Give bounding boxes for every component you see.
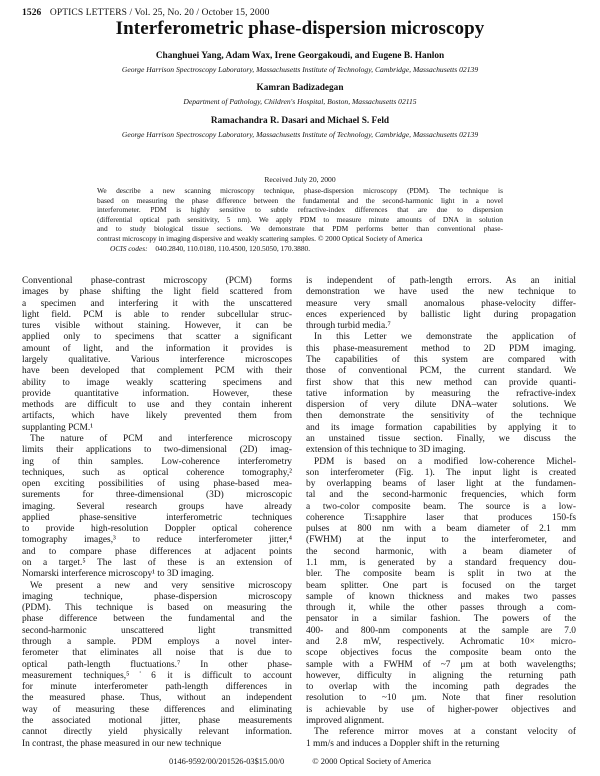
text-line: to overlap with the incoming path degrades the (306, 682, 576, 693)
text-line: sample with a FWHM of ~7 μm at both wavelengths; (306, 659, 576, 670)
text-line: measure very small anomalous phase-velocity differ- (306, 298, 576, 309)
abstract (97, 186, 503, 243)
text-line: In contrast, the phase measured in our new technique (22, 738, 222, 749)
ocis-codes (110, 244, 310, 253)
text-line: beam splitter. One part is focused on the target (306, 580, 576, 591)
text-line: to provide high-resolution Doppler optical coherence (22, 524, 292, 535)
text-line: limits their applications to two-dimensional (2D) imag- (22, 445, 292, 456)
text-line: bler. The composite beam is split in two at the (306, 569, 576, 580)
text-line: open exciting possibilities of using phase-based mea- (22, 479, 292, 490)
text-line: We present a new and very sensitive microscopy (30, 580, 292, 591)
text-line: tures visible without staining. However, it can be (22, 321, 292, 332)
text-line: The reference mirror moves at a constant velocity of (314, 727, 576, 738)
left-column (22, 276, 292, 750)
right-column (306, 276, 576, 750)
text-line: amount of light, and the information it provides is (22, 343, 292, 354)
text-line: son interferometer (Fig. 1). The input light is created (306, 467, 576, 478)
text-line: demonstration we have used the new technique to (306, 287, 576, 298)
text-line: and to compare phase differences at adjacent points (22, 546, 292, 557)
text-line: resolution to ~10 μm. Note that finer resolution (306, 693, 576, 704)
text-line: on a target.⁵ The last of these is an extension of (22, 558, 292, 569)
footer-copyright: © 2000 Optical Society of America (312, 757, 431, 766)
text-line: and its image formation capabilities by applying it to (306, 422, 576, 433)
text-line: is independent of path-length errors. As an initial (306, 276, 576, 286)
text-line: imaging. Several research groups have already (22, 501, 292, 512)
text-line: scope objectives focus the composite beam onto the (306, 648, 576, 659)
text-line: an unstained tissue section. Finally, we discuss the (306, 433, 576, 444)
text-line: sample of known thickness and makes two passes (306, 591, 576, 602)
text-line: the measured phase. Thus, without an independent (22, 693, 292, 704)
text-line: 1.1 mm, is generated by a standard frequency dou- (306, 558, 576, 569)
text-line: first show that this new method can provide quanti- (306, 377, 576, 388)
text-line: measurement techniques,⁵˙6 it is difficult to account (22, 670, 292, 681)
text-line: pulses at 800 nm with a beam diameter of 2.1 mm (306, 524, 576, 535)
text-line: second-harmonic unscattered light transmitted (22, 625, 292, 636)
text-line: through turbid media.⁷ (306, 321, 391, 332)
abstract-line: based on measuring the phase difference between the fundamental and the second-harmonic light in a novel (97, 195, 503, 205)
text-line: a specimen and interfering it with the unscattered (22, 298, 292, 309)
abstract-line: contrast microscopy in imaging dispersive and weakly scattering samples. © 2000 Optical Society of America (97, 233, 423, 243)
text-line: 1 mm/s and induces a Doppler shift in the returning (306, 738, 500, 749)
abstract-line: We describe a new scanning microscopy technique, phase-dispersion microscopy (PDM). The technique is (97, 186, 503, 195)
text-line: for minute interferometer path-length differences in (22, 682, 292, 693)
text-line: coherence Ti:sapphire laser that produces 150-fs (306, 512, 576, 523)
text-line: this phase-measurement method to 2D PDM imaging. (306, 343, 576, 354)
text-line: then demonstrate the sensitivity of the technique (306, 411, 576, 422)
text-line: is achievable by use of higher-power objectives and (306, 704, 576, 715)
ocis-label: OCIS codes: (110, 244, 148, 253)
abstract-line: and to study biological tissue sections. We demonstrate that PDM performs better than conventional phase- (97, 224, 503, 234)
text-line: optical path-length fluctuations.⁷ In other phase- (22, 659, 292, 670)
text-line: largely qualitative. Various interference microscopes (22, 354, 292, 365)
text-line: dispersion of very dilute DNA–water solutions. We (306, 400, 576, 411)
text-line: cannot directly yield physically relevant information. (22, 727, 292, 738)
text-line: ing of thin samples. Low-coherence interferometry (22, 456, 292, 467)
page-footer (0, 757, 600, 766)
affiliation-3: George Harrison Spectroscopy Laboratory, Massachusetts Institute of Technology, Cambridge, Massachusetts 02139 (121, 130, 479, 139)
author-group-2: Kamran Badizadegan (256, 83, 344, 93)
page-number: 1526 (22, 8, 42, 18)
text-line: methods are difficult to use and they contain inherent (22, 400, 292, 411)
text-line: tative information by measuring the refractive-index (306, 388, 576, 399)
affiliation-1: George Harrison Spectroscopy Laboratory, Massachusetts Institute of Technology, Cambridge, Massachusetts 02139 (121, 65, 479, 74)
abstract-line: (differential optical path sensitivity, 5 nm). We apply PDM to measure minute amounts of DNA in solution (97, 214, 503, 224)
paper-title: Interferometric phase-dispersion microscopy (115, 18, 485, 39)
text-line: tomography images,³ to reduce interferometer jitter,⁴ (22, 535, 292, 546)
received-date: Received July 20, 2000 (264, 175, 336, 184)
text-line: through a sample. PDM employs a novel inter- (22, 637, 292, 647)
text-line: however, difficulty in aligning the returning path (306, 670, 576, 681)
text-line: the associated motional jitter, phase measurements (22, 715, 292, 726)
text-line: have been developed that complement PCM with their (22, 366, 292, 377)
text-line: (FWHM) at the input to the interferometer, and (306, 535, 576, 546)
text-line: ferometer that eliminates all noise that is due to (22, 648, 292, 659)
text-line: Nomarski interference microscopy¹ to 3D imaging. (22, 569, 214, 580)
running-header (22, 8, 269, 18)
text-line: (PDM). This technique is based on measuring the (22, 603, 292, 614)
text-line: provide quantitative information. However, these (22, 388, 292, 399)
text-line: imaging technique, phase-dispersion microscopy (22, 591, 292, 602)
author-group-3: Ramachandra R. Dasari and Michael S. Feld (210, 116, 390, 126)
text-line: tal and the second-harmonic frequencies, which form (306, 490, 576, 501)
text-line: The capabilities of this system are compared with (306, 354, 576, 365)
text-line: ability to image weakly scattering specimens and (22, 377, 292, 388)
text-line: artifacts, which have likely prevented them from (22, 411, 292, 422)
text-line: surements for three-dimensional (3D) microscopic (22, 490, 292, 501)
text-line: by overlapping beams of laser light at the fundamen- (306, 479, 576, 490)
text-line: and 2.8 mW, respectively. Achromatic 10× micro- (306, 637, 576, 647)
text-line: 400- and 800-nm components at the sample are 7.0 (306, 625, 576, 636)
text-line: extension of this technique to 3D imaging. (306, 445, 466, 456)
article-code: 0146-9592/00/201526-03$15.00/0 (169, 757, 285, 766)
ocis-code-list: 040.2840, 110.0180, 110.4500, 120.5050, 170.3880. (155, 244, 311, 253)
text-line: applied phase-sensitive interferometric techniques (22, 512, 292, 523)
text-line: through it, while the other passes through a com- (306, 603, 576, 614)
text-line: a two-color composite beam. The source is a low- (306, 501, 576, 512)
text-line: In this Letter we demonstrate the application of (314, 332, 576, 343)
text-line: Conventional phase-contrast microscopy (PCM) forms (22, 276, 292, 286)
text-line: supplanting PCM.¹ (22, 422, 94, 433)
text-line: techniques, such as optical coherence tomography,² (22, 467, 292, 478)
author-group-1: Changhuei Yang, Adam Wax, Irene Georgakoudi, and Eugene B. Hanlon (155, 51, 445, 61)
text-line: applied only to specimens that scatter a significant (22, 332, 292, 343)
affiliation-2: Department of Pathology, Children's Hospital, Boston, Massachusetts 02115 (183, 97, 417, 106)
text-line: light field. PCM is able to render subcellular struc- (22, 309, 292, 320)
text-line: phase difference between the fundamental and the (22, 614, 292, 625)
text-line: the second harmonic, with a beam diameter of (306, 546, 576, 557)
journal-citation: OPTICS LETTERS / Vol. 25, No. 20 / October 15, 2000 (49, 8, 270, 18)
text-line: PDM is based on a modified low-coherence Michel- (314, 456, 576, 467)
text-line: improved alignment. (306, 715, 385, 726)
text-line: ences experienced by ballistic light during propagation (306, 309, 576, 320)
text-line: those of conventional PCM, the current standard. We (306, 366, 576, 377)
abstract-line: interferometer. PDM is highly sensitive to subtle refractive-index differences that are due to dispersion (97, 205, 503, 215)
text-line: images by phase shifting the light field scattered from (22, 287, 292, 298)
text-line: way of measuring these differences and eliminating (22, 704, 292, 715)
text-line: pensator in a similar fashion. The powers of the (306, 614, 576, 625)
text-line: The nature of PCM and interference microscopy (30, 433, 292, 444)
